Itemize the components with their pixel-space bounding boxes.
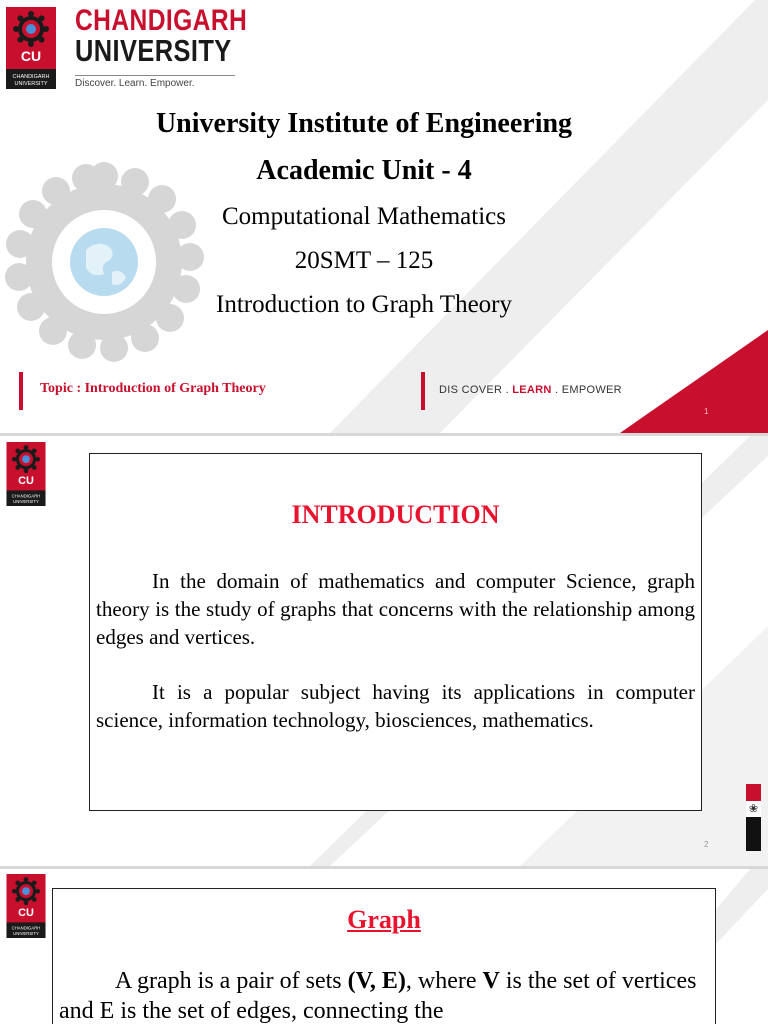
- graph-text-1: A graph is a pair of sets: [115, 968, 348, 994]
- motto-empower: . EMPOWER: [551, 384, 622, 396]
- slide-2: [0, 436, 768, 866]
- subject-code: 20SMT – 125: [294, 247, 434, 274]
- footer-accent-bar: [19, 372, 23, 410]
- footer-topic: Topic : Introduction of Graph Theory: [40, 381, 266, 396]
- wordmark-line-2: UNIVERSITY: [75, 33, 232, 68]
- graph-definition-paragraph: [59, 966, 709, 1024]
- university-tagline: Discover. Learn. Empower.: [75, 78, 195, 89]
- slide-1: [0, 0, 768, 433]
- cu-logo-icon: [6, 7, 56, 89]
- subject-name: Computational Mathematics: [222, 203, 506, 230]
- academic-unit-title: Academic Unit - 4: [256, 155, 472, 186]
- side-strip-gear-icon: ❀: [746, 801, 761, 817]
- logo-initials: CU: [20, 48, 42, 64]
- university-wordmark: [75, 6, 285, 66]
- logo-caption-1: CHANDIGARH: [11, 925, 41, 931]
- page-number: 1: [704, 407, 709, 416]
- introduction-heading: INTRODUCTION: [291, 500, 500, 529]
- side-strip-black: [746, 817, 761, 851]
- introduction-paragraph-1: In the domain of mathematics and computer Science, graph theory is the study of graphs that concerns with the relationship among edges and vertices.: [96, 569, 695, 649]
- logo-caption-2: UNIVERSITY: [13, 498, 39, 504]
- topic-title: Introduction to Graph Theory: [216, 291, 512, 318]
- graph-content-box: [52, 888, 716, 1024]
- graph-text-3: is the set of vertices and E is the set of edges, connecting the: [59, 968, 697, 1024]
- cu-logo-icon: [6, 442, 46, 506]
- motto-discover: DIS COVER .: [439, 384, 513, 396]
- logo-initials: CU: [18, 907, 34, 920]
- slide-3: [0, 869, 768, 1024]
- wordmark-divider: [75, 75, 235, 76]
- logo-caption-2: UNIVERSITY: [13, 930, 39, 936]
- graph-text-2: , where: [405, 968, 483, 994]
- page-number: 2: [704, 840, 709, 849]
- content-box: [89, 453, 702, 811]
- logo-caption-1: CHANDIGARH: [12, 74, 50, 80]
- wordmark-line-1: CHANDIGARH: [75, 4, 248, 37]
- graph-text-v: V: [482, 968, 500, 994]
- motto-learn: LEARN: [512, 384, 552, 396]
- footer-motto: [439, 384, 622, 396]
- footer-accent-bar-2: [421, 372, 425, 410]
- institute-title: University Institute of Engineering: [155, 108, 573, 139]
- side-strip-red: [746, 784, 761, 801]
- logo-caption-2: UNIVERSITY: [14, 81, 48, 87]
- introduction-paragraph-2: It is a popular subject having its applications in computer science, information technology, biosciences, mathematics.: [96, 680, 695, 732]
- logo-initials: CU: [18, 475, 34, 488]
- graph-text-ve: (V, E): [347, 968, 406, 994]
- logo-caption-1: CHANDIGARH: [11, 493, 41, 499]
- cu-logo-icon: [6, 874, 46, 938]
- graph-heading: Graph: [347, 905, 421, 934]
